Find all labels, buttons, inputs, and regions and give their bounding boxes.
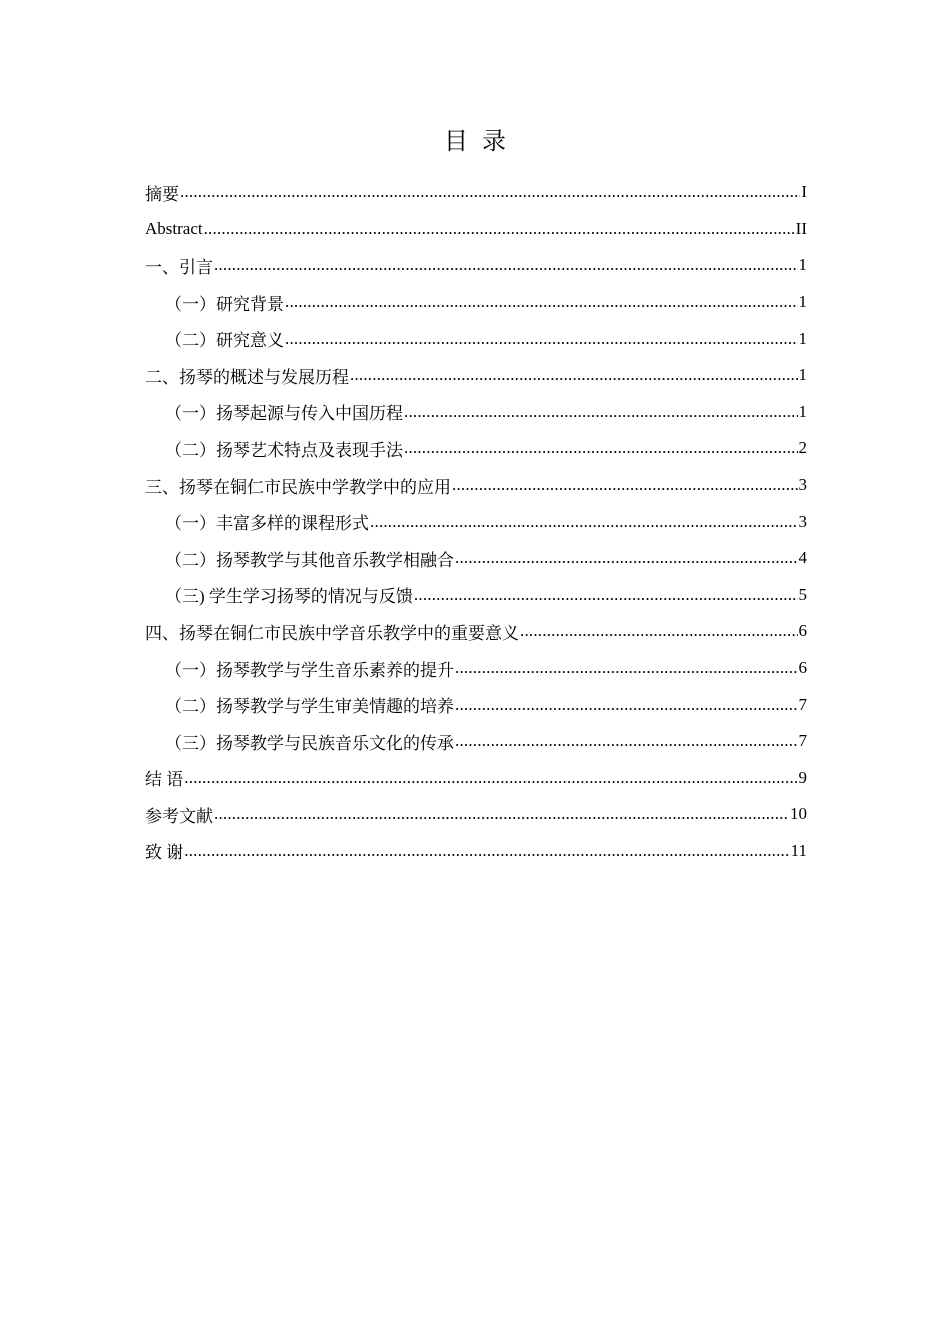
toc-page-number: 1 (798, 292, 807, 312)
dot-leader (520, 621, 798, 641)
table-of-contents (145, 174, 807, 869)
toc-entry-title: Abstract (145, 218, 203, 238)
toc-page-number: II (795, 218, 807, 238)
dot-leader (452, 475, 798, 495)
toc-entry[interactable] (145, 833, 807, 870)
toc-entry-title: （二）扬琴教学与其他音乐教学相融合 (165, 550, 454, 570)
toc-page-number: 9 (798, 767, 807, 787)
page-title: 目录 (444, 127, 520, 155)
toc-page-number: 1 (798, 401, 807, 421)
dot-leader (404, 402, 798, 422)
toc-entry[interactable] (145, 430, 807, 467)
toc-page-number: 3 (798, 475, 807, 495)
toc-entry[interactable] (145, 467, 807, 504)
dot-leader (184, 841, 789, 861)
toc-entry-title: 摘要 (145, 184, 179, 204)
toc-page-number: 11 (790, 840, 807, 860)
toc-entry[interactable] (145, 284, 807, 321)
toc-entry[interactable] (145, 540, 807, 577)
toc-entry-title: （二）扬琴教学与学生审美情趣的培养 (165, 697, 454, 717)
dot-leader (455, 695, 798, 715)
toc-entry[interactable] (145, 247, 807, 284)
toc-page-number: 3 (798, 511, 807, 531)
toc-entry[interactable] (145, 650, 807, 687)
toc-entry-title: （二）研究意义 (165, 331, 284, 351)
dot-leader (285, 329, 798, 349)
toc-page-number: 2 (798, 438, 807, 458)
toc-page-number: 7 (798, 731, 807, 751)
toc-entry-title: 结 语 (145, 770, 184, 790)
toc-page-number: 6 (798, 658, 807, 678)
dot-leader (455, 731, 798, 751)
toc-page-number: 10 (790, 804, 807, 824)
dot-leader (214, 255, 798, 275)
toc-page-number: 5 (798, 584, 807, 604)
dot-leader (214, 804, 789, 824)
toc-entry[interactable] (145, 613, 807, 650)
toc-entry-title: 致 谢 (145, 843, 184, 863)
toc-entry-title: （一）研究背景 (165, 294, 284, 314)
dot-leader (404, 438, 798, 458)
toc-page-number: 1 (798, 328, 807, 348)
toc-entry[interactable] (145, 174, 807, 211)
toc-entry-title: （三）扬琴教学与民族音乐文化的传承 (165, 733, 454, 753)
toc-entry-title: 四、扬琴在铜仁市民族中学音乐教学中的重要意义 (145, 623, 519, 643)
toc-entry-title: （三) 学生学习扬琴的情况与反馈 (165, 587, 413, 607)
toc-page-number: 1 (798, 365, 807, 385)
toc-entry[interactable] (145, 357, 807, 394)
toc-entry-title: 三、扬琴在铜仁市民族中学教学中的应用 (145, 477, 451, 497)
toc-entry[interactable] (145, 686, 807, 723)
toc-entry-title: （一）扬琴教学与学生音乐素养的提升 (165, 660, 454, 680)
toc-page-number: I (801, 182, 807, 202)
dot-leader (370, 512, 798, 532)
toc-entry[interactable] (145, 796, 807, 833)
dot-leader (455, 658, 798, 678)
toc-page-number: 4 (798, 548, 807, 568)
toc-entry[interactable] (145, 320, 807, 357)
toc-entry-title: 参考文献 (145, 806, 213, 826)
dot-leader (204, 219, 795, 239)
toc-entry[interactable] (145, 503, 807, 540)
toc-page-number: 7 (798, 694, 807, 714)
dot-leader (184, 768, 797, 788)
dot-leader (285, 292, 798, 312)
toc-page-number: 1 (798, 255, 807, 275)
toc-entry-title: 一、引言 (145, 257, 213, 277)
dot-leader (414, 585, 798, 605)
toc-entry-title: （一）扬琴起源与传入中国历程 (165, 404, 403, 424)
toc-entry[interactable] (145, 577, 807, 614)
dot-leader (350, 365, 798, 385)
toc-entry[interactable] (145, 760, 807, 797)
toc-entry[interactable] (145, 394, 807, 431)
dot-leader (180, 182, 800, 202)
toc-page-number: 6 (798, 621, 807, 641)
toc-entry[interactable] (145, 211, 807, 248)
toc-entry-title: 二、扬琴的概述与发展历程 (145, 367, 349, 387)
dot-leader (455, 548, 798, 568)
toc-entry-title: （二）扬琴艺术特点及表现手法 (165, 440, 403, 460)
toc-entry-title: （一）丰富多样的课程形式 (165, 514, 369, 534)
toc-entry[interactable] (145, 723, 807, 760)
